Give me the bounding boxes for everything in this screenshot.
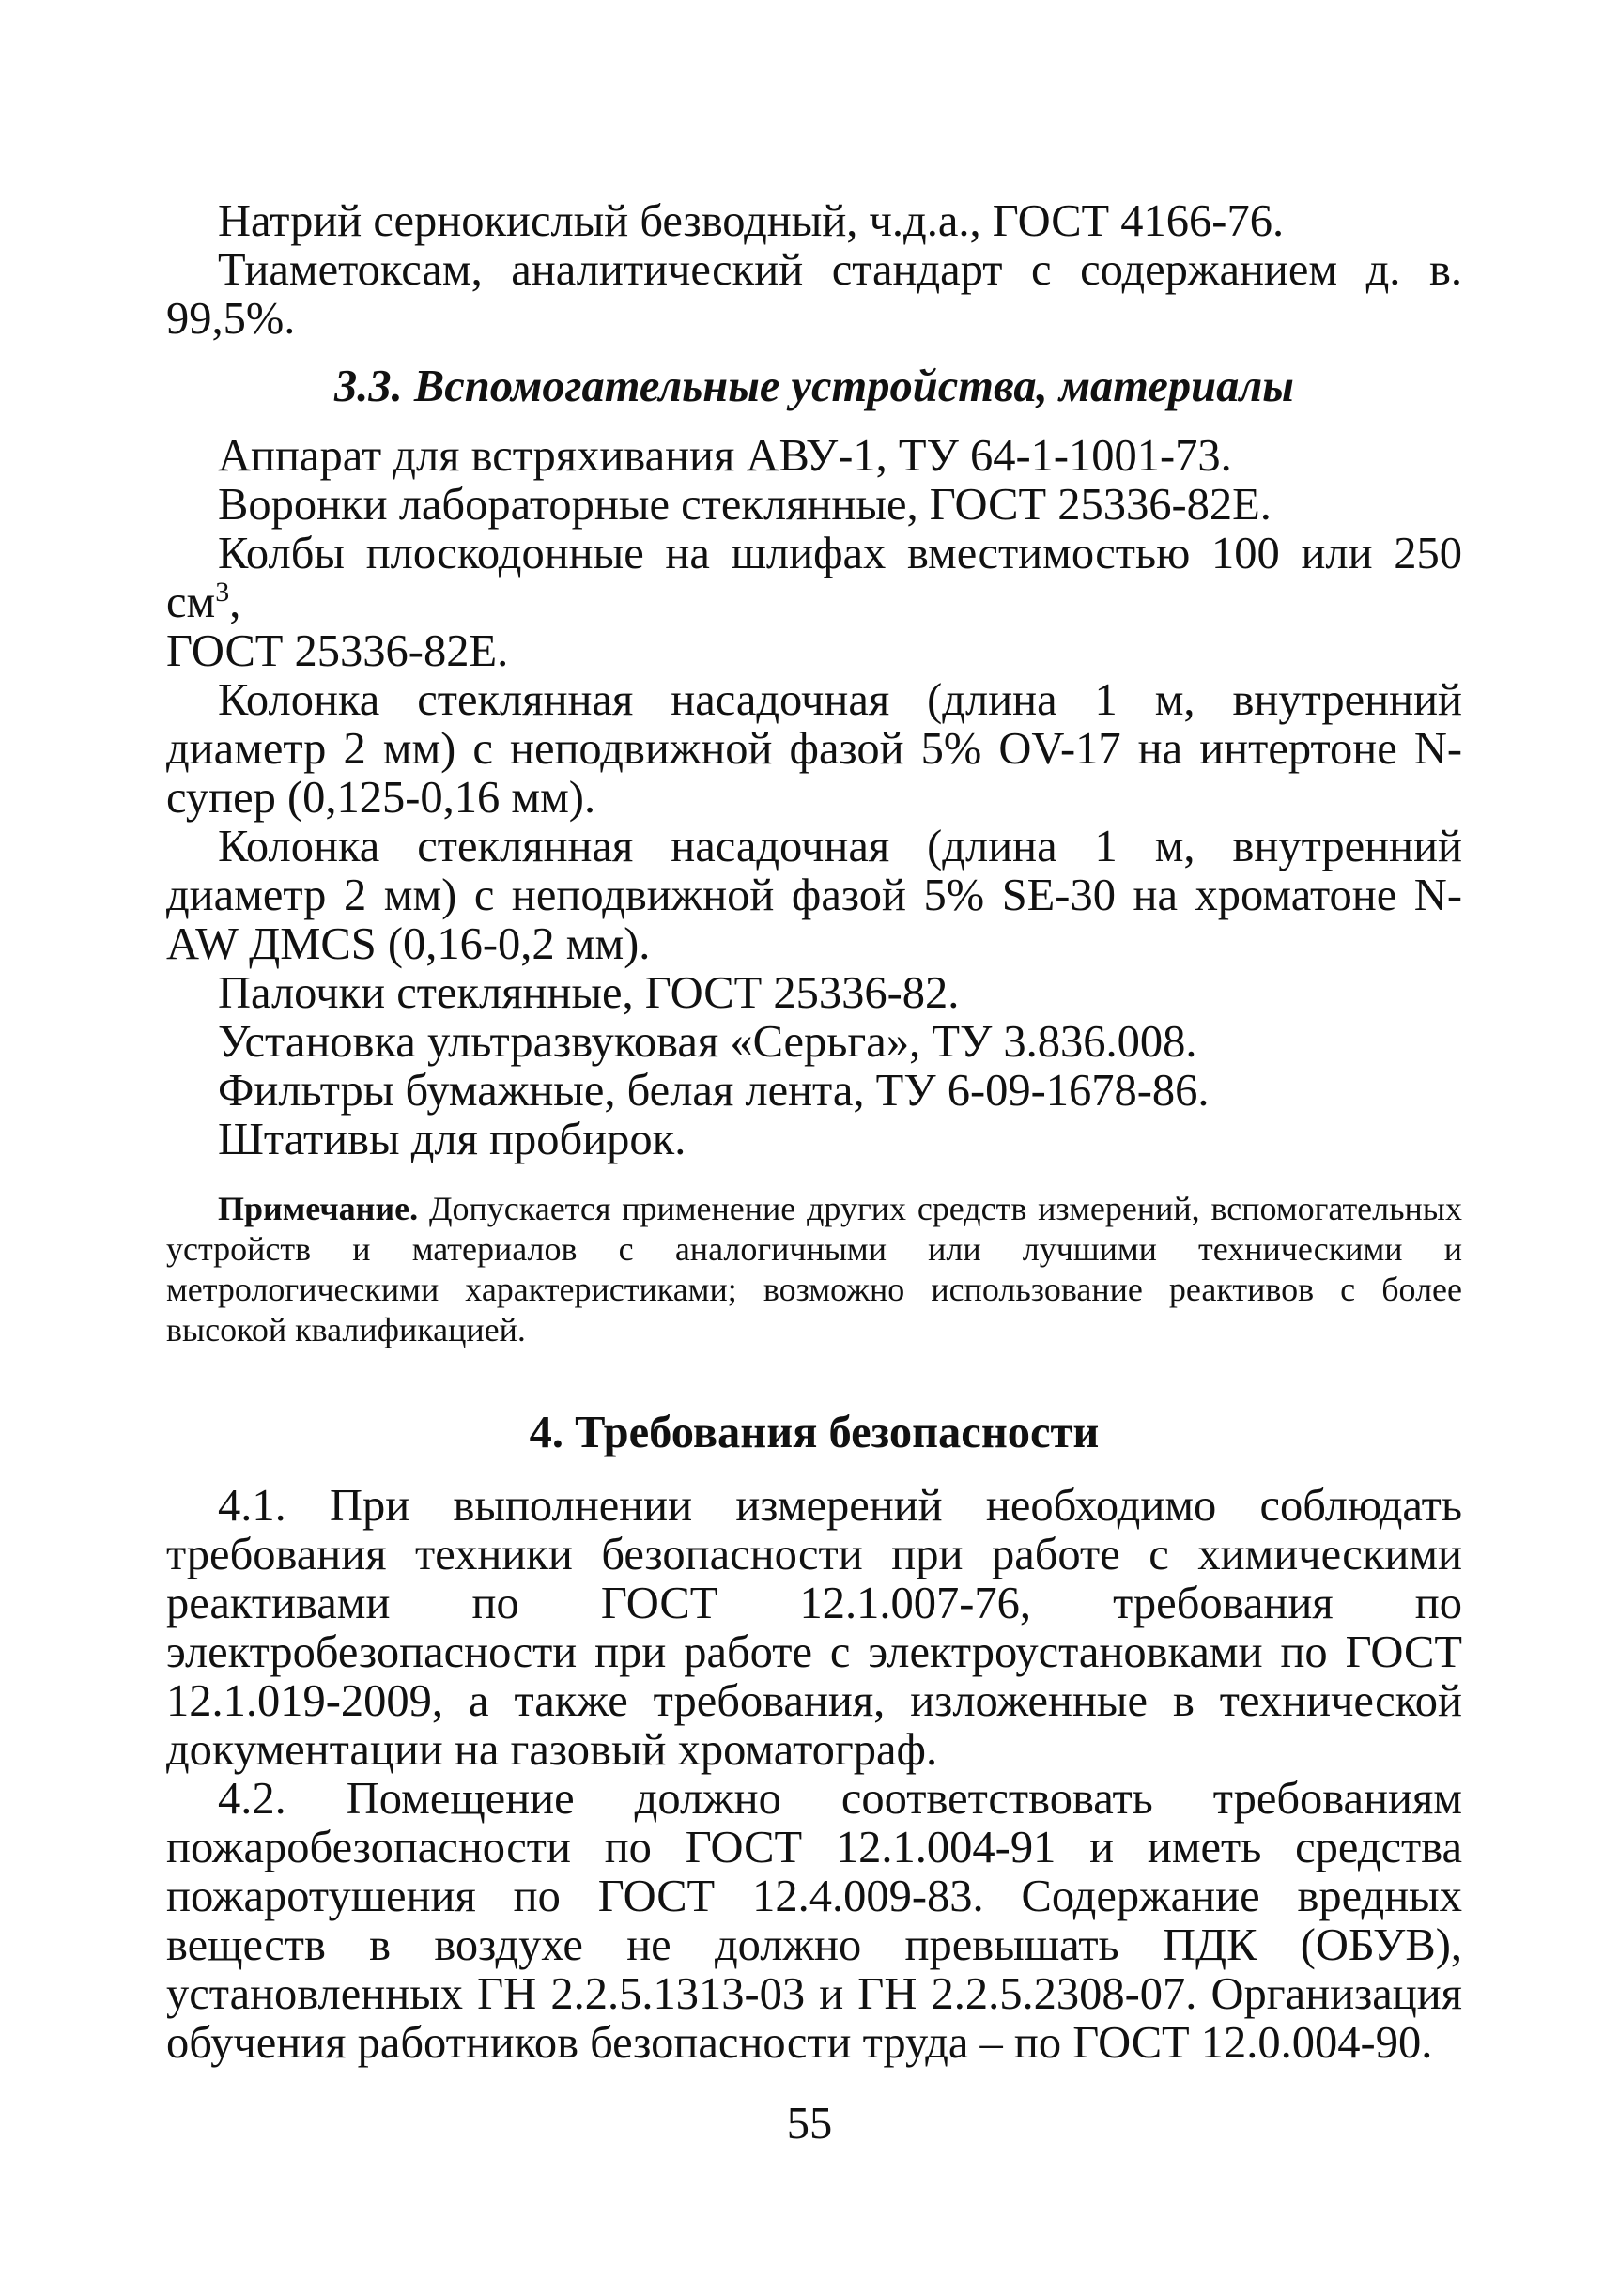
list-item-flasks	[166, 530, 1462, 627]
flasks-comma: ,	[229, 578, 241, 627]
flasks-text: Колбы плоскодонные на шлифах вместимостью 100 или 250 см	[166, 529, 1462, 627]
list-item: Аппарат для встряхивания АВУ-1, ТУ 64-1-1001-73.	[218, 431, 1232, 481]
note-lead: Примечание.	[218, 1190, 419, 1227]
safety-paragraph: 4.1. При выполнении измерений необходимо соблюдать требования техники безопасности при работе с химическими реактивами по ГОСТ 12.1.007-76, требования по электробезопасности при работе с электроустановками по ГОСТ 12.1.019-2009, а также требования, изложенные в технической документации на газовый хроматограф.	[166, 1481, 1462, 1775]
list-item: Колонка стеклянная насадочная (длина 1 м, внутренний диаметр 2 мм) с неподвижной фазой 5% OV-17 на интертоне N-супер (0,125-0,16 мм).	[166, 675, 1462, 823]
section-4-title: 4. Требования безопасности	[529, 1408, 1100, 1457]
reagent-line: Тиаметоксам, аналитический стандарт с содержанием д. в. 99,5%.	[166, 245, 1462, 344]
list-item: Воронки лабораторные стеклянные, ГОСТ 25336-82Е.	[218, 480, 1272, 530]
page-number: 55	[786, 2099, 833, 2149]
list-item: Установка ультразвуковая «Серьга», ТУ 3.836.008.	[218, 1017, 1197, 1067]
document-page	[166, 197, 1462, 2068]
safety-paragraph: 4.2. Помещение должно соответствовать требованиям пожаробезопасности по ГОСТ 12.1.004-91 и иметь средства пожаротушения по ГОСТ 12.4.009-83. Содержание вредных веществ в воздухе не должно превышать ПДК (ОБУВ), установленных ГН 2.2.5.1313-03 и ГН 2.2.5.2308-07. Организация обучения работников безопасности труда – по ГОСТ 12.0.004-90.	[166, 1774, 1462, 2068]
list-item: Штативы для пробирок.	[218, 1115, 686, 1164]
list-item-continuation: ГОСТ 25336-82Е.	[166, 626, 509, 676]
note-paragraph	[166, 1189, 1462, 1350]
list-item: Палочки стеклянные, ГОСТ 25336-82.	[218, 968, 960, 1018]
flasks-superscript: 3	[215, 576, 230, 608]
list-item: Фильтры бумажные, белая лента, ТУ 6-09-1678-86.	[218, 1066, 1210, 1116]
reagent-line: Натрий сернокислый безводный, ч.д.а., ГОСТ 4166-76.	[218, 196, 1285, 246]
list-item: Колонка стеклянная насадочная (длина 1 м, внутренний диаметр 2 мм) с неподвижной фазой 5% SE-30 на хроматоне N-AW ДМCS (0,16-0,2 мм).	[166, 822, 1462, 969]
note-text: Допускается применение других средств измерений, вспомогательных устройств и материалов с аналогичными или лучшими техническими и метрологическими характеристиками; возможно использование реактивов с более высокой квалификацией.	[166, 1190, 1462, 1348]
section-3-3-title: 3.3. Вспомогательные устройства, материалы	[334, 362, 1294, 411]
